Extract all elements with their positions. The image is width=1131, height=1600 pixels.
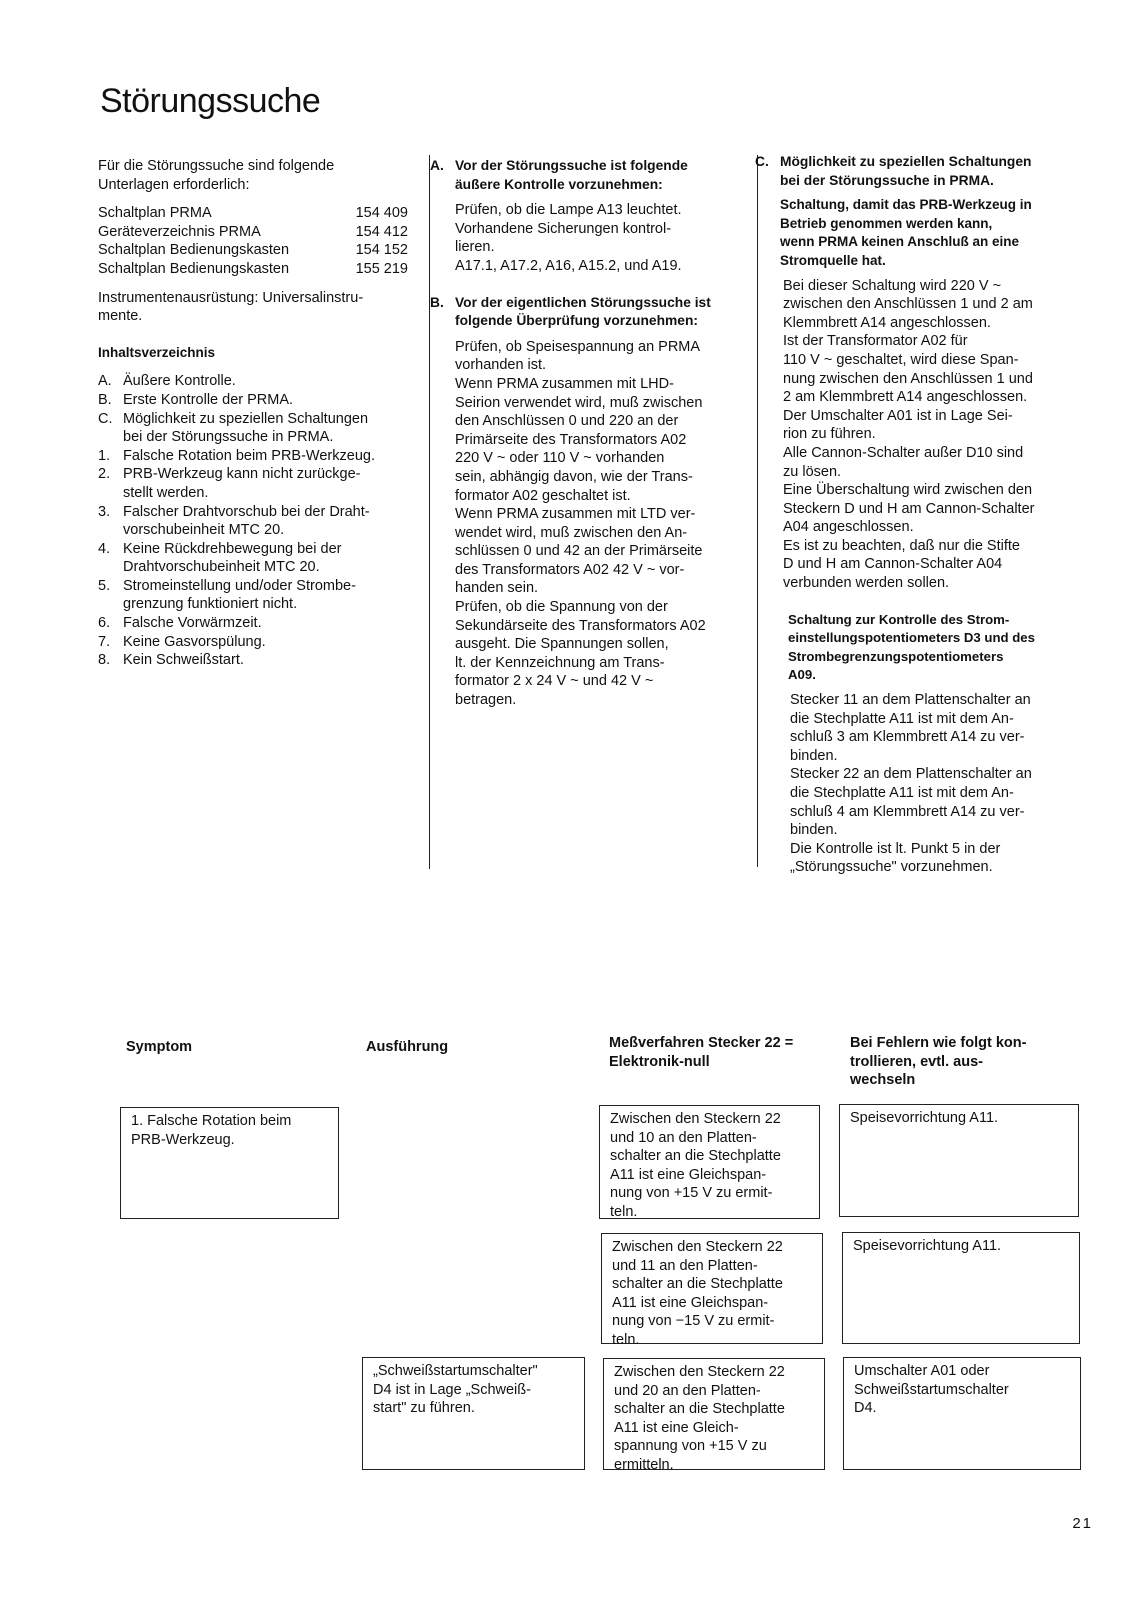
instruments-line-2: mente. [98,308,143,325]
toc-item [98,391,410,410]
text-line: A11 ist eine Gleichspan- [612,1294,769,1311]
toc-line: Kein Schweißstart. [123,652,244,669]
toc-item [98,614,410,633]
measure-box-1 [599,1105,820,1219]
text-line: wechseln [850,1072,916,1089]
text-line: Sekundärseite des Transformators A02 [455,617,706,634]
toc-line: Falscher Drahtvorschub bei der Draht- [123,503,370,520]
text-line: A11 ist eine Gleich- [614,1419,739,1436]
header-measure [609,1034,829,1071]
text-line: und 11 an den Platten- [612,1257,758,1274]
text-line: schluß 4 am Klemmbrett A14 zu ver- [790,803,1025,820]
text-line: Der Umschalter A01 ist in Lage Sei- [783,407,1013,424]
text-line: einstellungspotentiometers D3 und des [788,630,1035,646]
section-a-marker: A. [430,158,444,173]
text-line: betragen. [455,692,517,709]
left-column [98,157,410,670]
toc-line: Falsche Vorwärmzeit. [123,615,262,632]
toc-text [123,577,410,614]
toc-marker: 4. [98,540,111,557]
text-line: Primärseite des Transformators A02 [455,431,687,448]
toc-marker: C. [98,410,113,427]
header-execution: Ausführung [366,1039,449,1055]
toc-line: Erste Kontrolle der PRMA. [123,391,294,408]
text-line: 2 am Klemmbrett A14 angeschlossen. [783,389,1028,406]
text-line: nung von +15 V zu ermit- [610,1185,773,1202]
text-line: nung von −15 V zu ermit- [612,1313,775,1330]
text-line: Prüfen, ob Speisespannung an PRMA [455,338,701,355]
text-line: ermitteln. [614,1456,674,1473]
text-line: Schaltung zur Kontrolle des Strom- [788,611,1010,627]
section-b-body [430,338,745,710]
heading-line: äußere Kontrolle vorzunehmen: [455,176,663,192]
text-line: D und H am Cannon-Schalter A04 [783,556,1003,573]
measure-box-3 [603,1358,825,1473]
header-symptom: Symptom [126,1039,193,1055]
subsection-2-body [755,691,1075,877]
text-line: Klemmbrett A14 angeschlossen. [783,314,991,331]
text-line: binden. [790,822,838,839]
document-row [98,241,408,260]
text-line: 220 V ~ oder 110 V ~ vorhanden [455,450,665,467]
text-line: und 20 an den Platten- [614,1382,761,1399]
text-line: Die Kontrolle ist lt. Punkt 5 in der [790,840,1001,857]
text-line: start" zu führen. [373,1400,475,1417]
text-line: schlüssen 0 und 42 an der Primärseite [455,543,703,560]
toc-item [98,465,410,502]
subsection-2-heading [755,611,1075,685]
toc-marker: 8. [98,652,111,669]
page-number: 21 [1072,1515,1093,1532]
text-line: D4 ist in Lage „Schweiß- [373,1381,531,1398]
text-line: Elektronik-null [609,1053,710,1070]
text-line: Steckern D und H am Cannon-Schalter [783,500,1035,517]
section-a-body [430,201,745,275]
text-line: Prüfen, ob die Lampe A13 leuchtet. [455,202,682,219]
text-line: 110 V ~ geschaltet, wird diese Span- [783,351,1019,368]
text-line: nung zwischen den Anschlüssen 1 und [783,370,1033,387]
toc-list [98,372,410,670]
toc-marker: A. [98,373,112,390]
check-box-1 [839,1104,1079,1217]
text-line: Bei dieser Schaltung wird 220 V ~ [783,277,1002,294]
heading-line: Vor der eigentlichen Störungssuche ist [455,294,711,310]
text-line: den Anschlüssen 0 und 220 an der [455,413,679,430]
heading-line: folgende Überprüfung vorzunehmen: [455,313,698,329]
text-line: schalter an die Stechplatte [614,1401,785,1418]
text-line: handen sein. [455,580,539,597]
text-line: Speisevorrichtung A11. [850,1110,999,1126]
text-line: rion zu führen. [783,426,876,443]
toc-item [98,372,410,391]
toc-text [123,633,410,652]
document-row [98,223,408,242]
toc-line: grenzung funktioniert nicht. [123,596,298,613]
check-box-2 [842,1232,1080,1344]
text-line: vorhanden ist. [455,357,547,374]
toc-text [123,503,410,540]
toc-item [98,651,410,670]
toc-line: stellt werden. [123,484,209,501]
document-name: Schaltplan Bedienungskasten [98,260,290,277]
heading-line: bei der Störungssuche in PRMA. [780,172,994,188]
instruments-line-1: Instrumentenausrüstung: Universalinstru- [98,289,364,306]
toc-text [123,614,410,633]
toc-line: vorschubeinheit MTC 20. [123,522,285,539]
page-title: Störungssuche [100,82,321,120]
section-a-heading [430,157,745,194]
toc-item [98,447,410,466]
text-line: die Stechplatte A11 ist mit dem An- [790,785,1014,801]
text-line: Meßverfahren Stecker 22 = [609,1035,794,1051]
toc-text [123,447,410,466]
text-line: Ist der Transformator A02 für [783,333,968,350]
text-line: schalter an die Stechplatte [612,1276,783,1293]
intro-line-2: Unterlagen erforderlich: [98,176,250,193]
text-line: „Schweißstartumschalter" [373,1363,538,1379]
toc-marker: 1. [98,447,111,464]
text-line: Stecker 11 an dem Plattenschalter an [790,692,1031,709]
text-line: Vorhandene Sicherungen kontrol- [455,220,672,237]
section-b-heading [430,294,745,331]
text-line: Stecker 22 an dem Plattenschalter an [790,766,1032,783]
toc-item [98,503,410,540]
text-line: wendet wird, muß zwischen den An- [455,524,688,541]
toc-text [123,651,410,670]
text-line: lt. der Kennzeichnung am Trans- [455,654,665,671]
text-line: Wenn PRMA zusammen mit LTD ver- [455,506,696,523]
section-c-marker: C. [755,154,769,169]
text-line: Umschalter A01 oder [854,1363,990,1379]
text-line: des Transformators A02 42 V ~ vor- [455,561,685,578]
text-line: Es ist zu beachten, daß nur die Stifte [783,537,1020,554]
text-line: und 10 an den Platten- [610,1129,757,1146]
intro-line-1: Für die Störungssuche sind folgende [98,158,335,174]
toc-line: bei der Störungssuche in PRMA. [123,429,334,446]
measure-box-2 [601,1233,823,1348]
text-line: Schaltung, damit das PRB-Werkzeug in [780,197,1032,213]
toc-heading: Inhaltsverzeichnis [98,344,216,360]
text-line: Speisevorrichtung A11. [853,1238,1002,1254]
document-name: Geräteverzeichnis PRMA [98,223,261,240]
text-line: ausgeht. Die Spannungen sollen, [455,636,669,653]
toc-text [123,465,410,502]
text-line: teln. [612,1331,640,1348]
toc-marker: 2. [98,466,111,483]
text-line: formator 2 x 24 V ~ und 42 V ~ [455,673,654,690]
toc-line: Falsche Rotation beim PRB-Werkzeug. [123,447,375,464]
text-line: „Störungssuche" vorzunehmen. [790,859,993,876]
heading-line: Möglichkeit zu speziellen Schaltungen [780,154,1032,169]
text-line: A17.1, A17.2, A16, A15.2, und A19. [455,257,682,274]
text-line: wenn PRMA keinen Anschluß an eine [780,234,1020,250]
text-line: D4. [854,1400,877,1417]
text-line: Wenn PRMA zusammen mit LHD- [455,375,674,392]
box-line: 1. Falsche Rotation beim [131,1113,292,1129]
toc-item [98,633,410,652]
text-line: binden. [790,747,838,764]
section-b-marker: B. [430,294,444,310]
document-row [98,260,408,279]
text-line: Betrieb genommen werden kann, [780,215,993,231]
toc-text [123,540,410,577]
text-line: Zwischen den Steckern 22 [612,1239,783,1255]
check-box-3 [843,1357,1081,1470]
toc-line: Stromeinstellung und/oder Strombe- [123,577,356,594]
text-line: verbunden werden sollen. [783,575,950,592]
text-line: Alle Cannon-Schalter außer D10 sind [783,444,1024,461]
toc-line: Möglichkeit zu speziellen Schaltungen [123,410,369,427]
document-number: 155 219 [355,260,408,277]
text-line: Bei Fehlern wie folgt kon- [850,1035,1027,1051]
toc-text [123,372,410,391]
toc-text [123,391,410,410]
header-check [850,1034,1070,1090]
execution-box [362,1357,585,1470]
toc-marker: 5. [98,577,111,594]
text-line: lieren. [455,239,495,256]
document-row [98,204,408,223]
toc-line: PRB-Werkzeug kann nicht zurückge- [123,466,361,483]
text-line: Zwischen den Steckern 22 [610,1111,781,1127]
toc-line: Keine Gasvorspülung. [123,633,266,650]
text-line: Seirion verwendet wird, muß zwischen [455,394,703,411]
document-number: 154 152 [355,242,408,259]
toc-marker: 3. [98,503,111,520]
document-number: 154 412 [355,223,408,240]
text-line: A09. [788,667,816,683]
subsection-1-heading [755,196,1075,270]
document-number: 154 409 [355,205,408,222]
text-line: die Stechplatte A11 ist mit dem An- [790,710,1014,727]
right-column [755,153,1075,877]
text-line: zu lösen. [783,463,842,480]
toc-line: Keine Rückdrehbewegung bei der [123,540,342,557]
toc-text [123,410,410,447]
toc-marker: B. [98,391,112,408]
toc-item [98,577,410,614]
heading-line: Vor der Störungssuche ist folgende [455,158,688,173]
toc-line: Drahtvorschubeinheit MTC 20. [123,559,320,576]
text-line: trollieren, evtl. aus- [850,1053,983,1070]
text-line: Eine Überschaltung wird zwischen den [783,482,1033,499]
text-line: A04 angeschlossen. [783,519,914,536]
box-line: PRB-Werkzeug. [131,1131,235,1148]
document-name: Schaltplan Bedienungskasten [98,242,290,259]
text-line: formator A02 geschaltet ist. [455,487,631,504]
text-line: zwischen den Anschlüssen 1 und 2 am [783,296,1033,313]
toc-line: Äußere Kontrolle. [123,373,236,390]
text-line: schluß 3 am Klemmbrett A14 zu ver- [790,729,1025,746]
text-line: schalter an die Stechplatte [610,1148,781,1165]
text-line: spannung von +15 V zu [614,1438,767,1455]
symptom-box [120,1107,339,1219]
toc-marker: 6. [98,615,111,632]
middle-column [430,157,745,710]
text-line: Prüfen, ob die Spannung von der [455,599,668,616]
text-line: teln. [610,1203,638,1220]
subsection-1-body [755,277,1075,593]
toc-item [98,410,410,447]
toc-marker: 7. [98,633,111,650]
text-line: Zwischen den Steckern 22 [614,1364,785,1380]
toc-item [98,540,410,577]
text-line: Stromquelle hat. [780,252,886,268]
text-line: sein, abhängig davon, wie der Trans- [455,468,693,485]
text-line: A11 ist eine Gleichspan- [610,1166,767,1183]
documents-table [98,204,408,278]
section-c-heading [755,153,1075,190]
text-line: Strombegrenzungspotentiometers [788,648,1004,664]
document-name: Schaltplan PRMA [98,205,212,222]
text-line: Schweißstartumschalter [854,1381,1009,1398]
